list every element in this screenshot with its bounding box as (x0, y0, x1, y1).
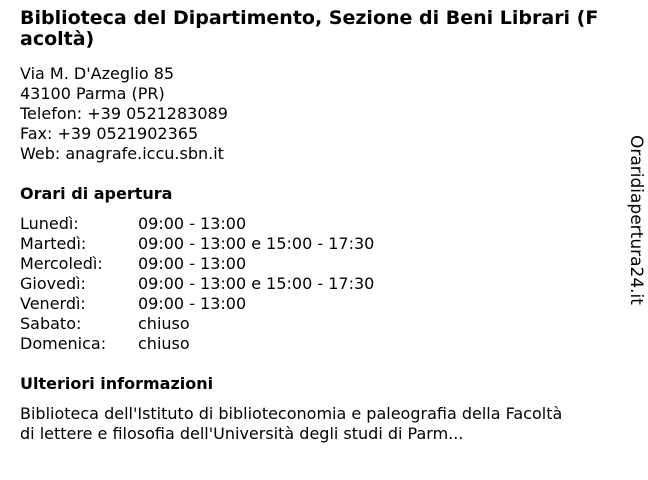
phone-number: Telefon: +39 0521283089 (20, 104, 228, 123)
day-label: Sabato: (20, 314, 82, 333)
opening-hours-table (20, 214, 374, 354)
further-info-heading: Ulteriori informazioni (20, 374, 214, 393)
hours-row-wednesday (20, 254, 374, 274)
street-address: Via M. D'Azeglio 85 (20, 64, 175, 83)
time-value: 09:00 - 13:00 (138, 214, 247, 233)
hours-row-saturday (20, 314, 374, 334)
site-watermark: Oraridiapertura24.it (626, 135, 646, 305)
time-value: 09:00 - 13:00 e 15:00 - 17:30 (138, 234, 375, 253)
web-address: Web: anagrafe.iccu.sbn.it (20, 144, 224, 163)
day-label: Mercoledì: (20, 254, 103, 273)
fax-number: Fax: +39 0521902365 (20, 124, 199, 143)
hours-row-tuesday (20, 234, 374, 254)
day-label: Venerdì: (20, 294, 86, 313)
time-value: chiuso (138, 334, 190, 353)
day-label: Giovedì: (20, 274, 86, 293)
day-label: Martedì: (20, 234, 87, 253)
time-value: 09:00 - 13:00 e 15:00 - 17:30 (138, 274, 375, 293)
address-block (20, 64, 228, 164)
day-label: Domenica: (20, 334, 107, 353)
time-value: 09:00 - 13:00 (138, 254, 247, 273)
page-title: Biblioteca del Dipartimento, Sezione di Beni Librari (Facoltà) (20, 7, 599, 50)
city-postal: 43100 Parma (PR) (20, 84, 165, 103)
hours-row-monday (20, 214, 374, 234)
further-info-text: Biblioteca dell'Istituto di biblioteconomia e paleografia della Facoltà di lettere e filosofia dell'Università degli studi di Parm... (20, 404, 563, 443)
hours-row-thursday (20, 274, 374, 294)
time-value: chiuso (138, 314, 190, 333)
time-value: 09:00 - 13:00 (138, 294, 247, 313)
day-label: Lunedì: (20, 214, 79, 233)
opening-hours-heading: Orari di apertura (20, 184, 173, 203)
hours-row-sunday (20, 334, 374, 354)
hours-row-friday (20, 294, 374, 314)
